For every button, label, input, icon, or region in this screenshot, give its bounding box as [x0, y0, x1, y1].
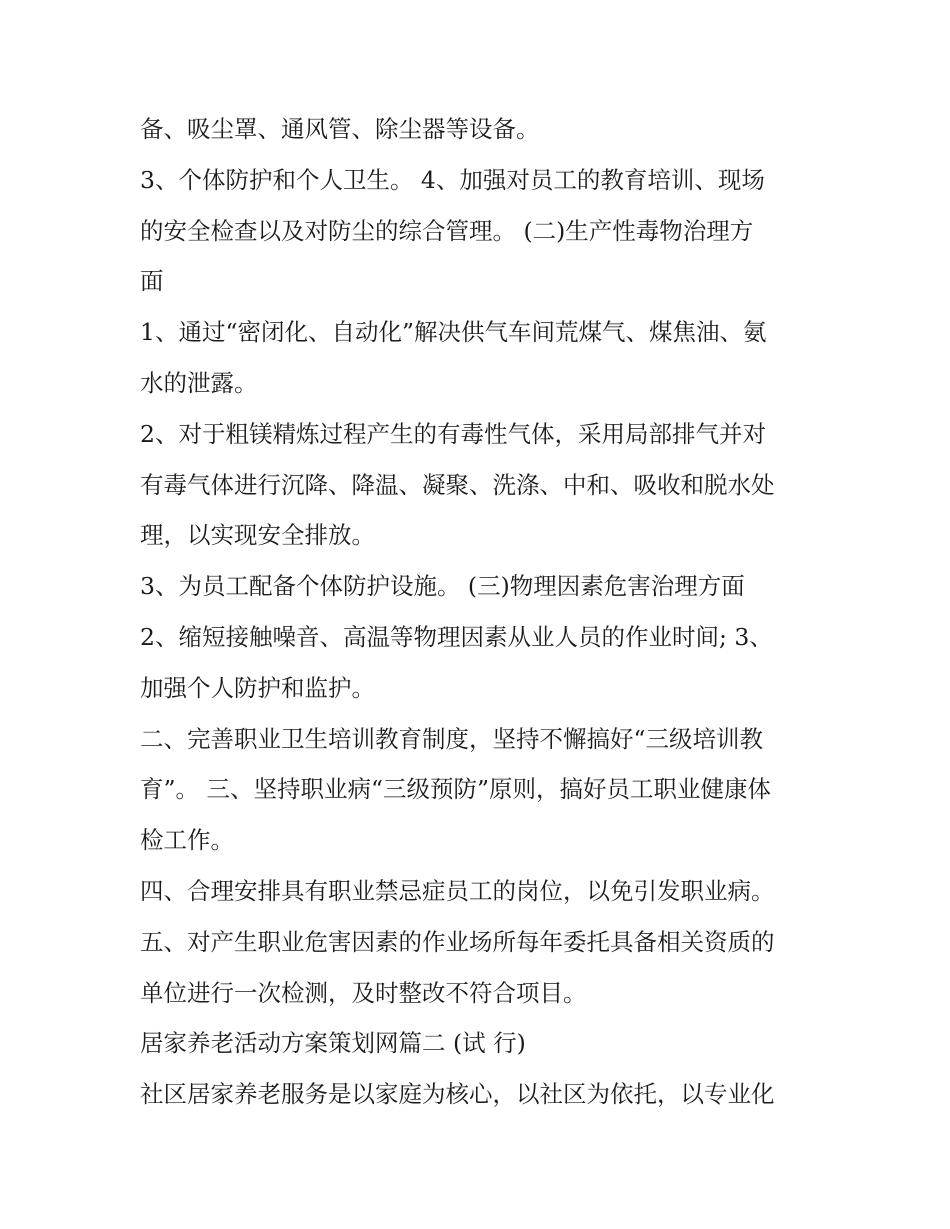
text-line: 理，以实现安全排放。	[140, 521, 375, 550]
text-line: 单位进行一次检测，及时整改不符合项目。	[140, 978, 587, 1007]
text-line: 有毒气体进行沉降、降温、凝聚、洗涤、中和、吸收和脱水处	[140, 470, 775, 499]
text-line: 水的泄露。	[140, 368, 258, 397]
section-heading: 居家养老活动方案策划网篇二 (试 行)	[140, 1029, 526, 1058]
text-line: 二、完善职业卫生培训教育制度，坚持不懈搞好“三级培训教	[140, 724, 764, 753]
text-line: 3、个体防护和个人卫生。 4、加强对员工的教育培训、现场	[140, 165, 765, 194]
text-line: 面	[140, 267, 164, 296]
text-line: 2、缩短接触噪音、高温等物理因素从业人员的作业时间; 3、	[140, 622, 773, 651]
document-body	[140, 104, 820, 1120]
text-line: 加强个人防护和监护。	[140, 673, 375, 702]
text-line: 1、通过“密闭化、自动化”解决供气车间荒煤气、煤焦油、氨	[140, 318, 767, 347]
text-line: 3、为员工配备个体防护设施。 (三)物理因素危害治理方面	[140, 572, 745, 601]
text-line: 检工作。	[140, 826, 234, 855]
text-line: 育”。 三、坚持职业病“三级预防”原则，搞好员工职业健康体	[140, 775, 772, 804]
text-line: 的安全检查以及对防尘的综合管理。 (二)生产性毒物治理方	[140, 216, 754, 245]
text-line: 2、对于粗镁精炼过程产生的有毒性气体，采用局部排气并对	[140, 419, 766, 448]
text-line: 四、合理安排具有职业禁忌症员工的岗位，以免引发职业病。	[140, 876, 775, 905]
text-line: 社区居家养老服务是以家庭为核心，以社区为依托，以专业化	[140, 1080, 775, 1109]
text-line: 五、对产生职业危害因素的作业场所每年委托具备相关资质的	[140, 927, 775, 956]
text-line: 备、吸尘罩、通风管、除尘器等设备。	[140, 115, 540, 143]
